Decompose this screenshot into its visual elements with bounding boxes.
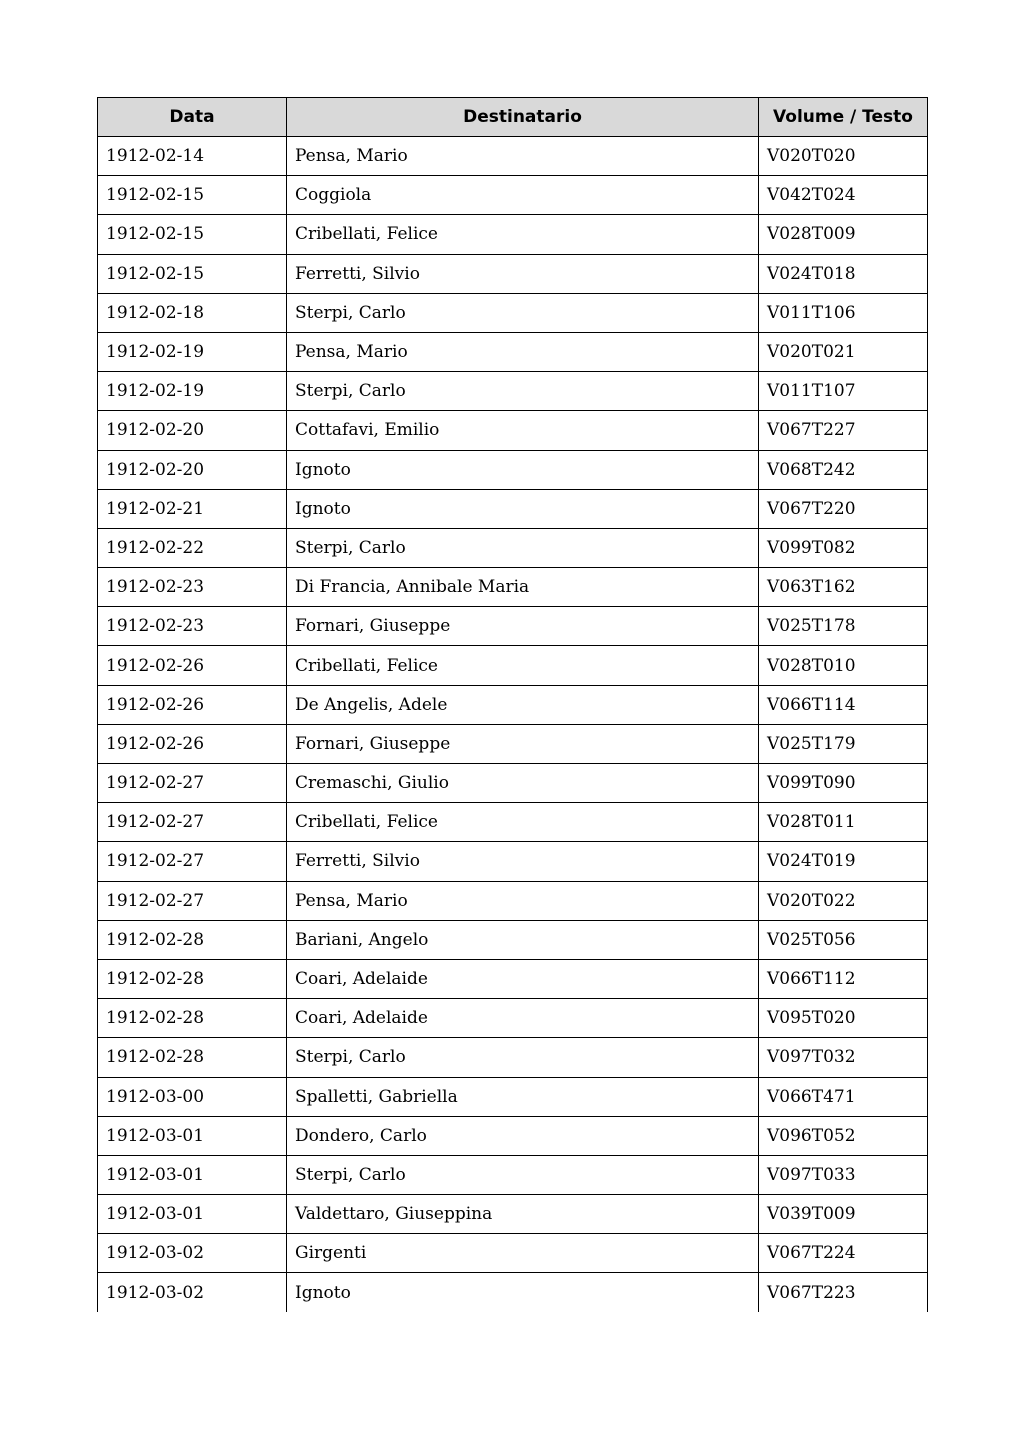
cell-date: 1912-02-20 [98,411,287,450]
cell-volume: V011T106 [759,293,928,332]
cell-date: 1912-03-02 [98,1234,287,1273]
cell-volume: V024T018 [759,254,928,293]
cell-recipient: Cottafavi, Emilio [287,411,759,450]
cell-volume: V025T179 [759,724,928,763]
cell-volume: V028T011 [759,803,928,842]
table-row [98,568,928,607]
cell-recipient: Ignoto [287,489,759,528]
cell-recipient: Cremaschi, Giulio [287,764,759,803]
cell-volume: V039T009 [759,1195,928,1234]
cell-recipient: Sterpi, Carlo [287,1155,759,1194]
cell-date: 1912-02-26 [98,646,287,685]
cell-date: 1912-02-19 [98,332,287,371]
cell-date: 1912-02-26 [98,724,287,763]
header-recipient: Destinatario [287,98,759,137]
cell-volume: V025T056 [759,920,928,959]
cell-volume: V099T082 [759,528,928,567]
cell-volume: V066T114 [759,685,928,724]
cell-volume: V028T009 [759,215,928,254]
cell-volume: V024T019 [759,842,928,881]
cell-recipient: Ignoto [287,1273,759,1312]
cell-volume: V025T178 [759,607,928,646]
cell-volume: V068T242 [759,450,928,489]
table-row [98,1195,928,1234]
cell-date: 1912-02-28 [98,920,287,959]
cell-date: 1912-02-23 [98,607,287,646]
cell-recipient: Coggiola [287,176,759,215]
cell-recipient: De Angelis, Adele [287,685,759,724]
cell-volume: V020T020 [759,137,928,176]
cell-volume: V099T090 [759,764,928,803]
cell-recipient: Girgenti [287,1234,759,1273]
cell-recipient: Ferretti, Silvio [287,842,759,881]
cell-recipient: Sterpi, Carlo [287,528,759,567]
header-volume: Volume / Testo [759,98,928,137]
cell-date: 1912-02-27 [98,881,287,920]
cell-volume: V095T020 [759,999,928,1038]
cell-recipient: Cribellati, Felice [287,646,759,685]
cell-date: 1912-02-18 [98,293,287,332]
table-row [98,803,928,842]
cell-volume: V020T022 [759,881,928,920]
table-header [98,98,928,137]
header-row [98,98,928,137]
table-row [98,1116,928,1155]
table-row [98,411,928,450]
cell-recipient: Fornari, Giuseppe [287,724,759,763]
cell-recipient: Ferretti, Silvio [287,254,759,293]
cell-date: 1912-02-15 [98,215,287,254]
table-row [98,137,928,176]
cell-volume: V066T112 [759,959,928,998]
table-row [98,724,928,763]
cell-recipient: Sterpi, Carlo [287,372,759,411]
cell-date: 1912-02-20 [98,450,287,489]
cell-date: 1912-02-15 [98,176,287,215]
cell-volume: V066T471 [759,1077,928,1116]
cell-recipient: Pensa, Mario [287,332,759,371]
cell-date: 1912-02-19 [98,372,287,411]
cell-date: 1912-02-22 [98,528,287,567]
table-row [98,450,928,489]
cell-recipient: Cribellati, Felice [287,803,759,842]
table-row [98,764,928,803]
cell-recipient: Dondero, Carlo [287,1116,759,1155]
cell-recipient: Pensa, Mario [287,137,759,176]
cell-volume: V011T107 [759,372,928,411]
table-row [98,528,928,567]
cell-volume: V067T223 [759,1273,928,1312]
cell-volume: V067T227 [759,411,928,450]
cell-volume: V020T021 [759,332,928,371]
cell-volume: V096T052 [759,1116,928,1155]
cell-recipient: Sterpi, Carlo [287,293,759,332]
table-row [98,489,928,528]
table-row [98,1038,928,1077]
cell-recipient: Cribellati, Felice [287,215,759,254]
cell-volume: V067T220 [759,489,928,528]
table-row [98,842,928,881]
cell-date: 1912-02-21 [98,489,287,528]
table-row [98,1077,928,1116]
table-row [98,1234,928,1273]
cell-recipient: Fornari, Giuseppe [287,607,759,646]
cell-date: 1912-02-27 [98,803,287,842]
table-row [98,372,928,411]
table-row [98,254,928,293]
cell-date: 1912-02-15 [98,254,287,293]
table-row [98,1155,928,1194]
cell-recipient: Sterpi, Carlo [287,1038,759,1077]
table-row [98,920,928,959]
cell-volume: V063T162 [759,568,928,607]
cell-recipient: Bariani, Angelo [287,920,759,959]
cell-recipient: Coari, Adelaide [287,999,759,1038]
cell-recipient: Coari, Adelaide [287,959,759,998]
cell-date: 1912-03-01 [98,1116,287,1155]
cell-volume: V042T024 [759,176,928,215]
cell-date: 1912-02-28 [98,999,287,1038]
cell-date: 1912-02-27 [98,764,287,803]
header-date: Data [98,98,287,137]
table-row [98,293,928,332]
cell-date: 1912-02-23 [98,568,287,607]
cell-date: 1912-03-01 [98,1195,287,1234]
table-row [98,332,928,371]
table-row [98,959,928,998]
table-row [98,999,928,1038]
cell-recipient: Valdettaro, Giuseppina [287,1195,759,1234]
cell-date: 1912-03-00 [98,1077,287,1116]
cell-date: 1912-02-28 [98,1038,287,1077]
table-body [98,137,928,1313]
cell-date: 1912-02-14 [98,137,287,176]
letters-table [97,97,928,1312]
cell-date: 1912-02-27 [98,842,287,881]
cell-recipient: Ignoto [287,450,759,489]
cell-recipient: Di Francia, Annibale Maria [287,568,759,607]
cell-recipient: Pensa, Mario [287,881,759,920]
table-row [98,646,928,685]
cell-volume: V028T010 [759,646,928,685]
table-row [98,1273,928,1312]
cell-volume: V067T224 [759,1234,928,1273]
table-row [98,215,928,254]
cell-volume: V097T032 [759,1038,928,1077]
table-row [98,685,928,724]
cell-date: 1912-02-28 [98,959,287,998]
table-row [98,607,928,646]
table-row [98,881,928,920]
table-row [98,176,928,215]
cell-date: 1912-03-02 [98,1273,287,1312]
cell-date: 1912-02-26 [98,685,287,724]
cell-volume: V097T033 [759,1155,928,1194]
cell-date: 1912-03-01 [98,1155,287,1194]
cell-recipient: Spalletti, Gabriella [287,1077,759,1116]
